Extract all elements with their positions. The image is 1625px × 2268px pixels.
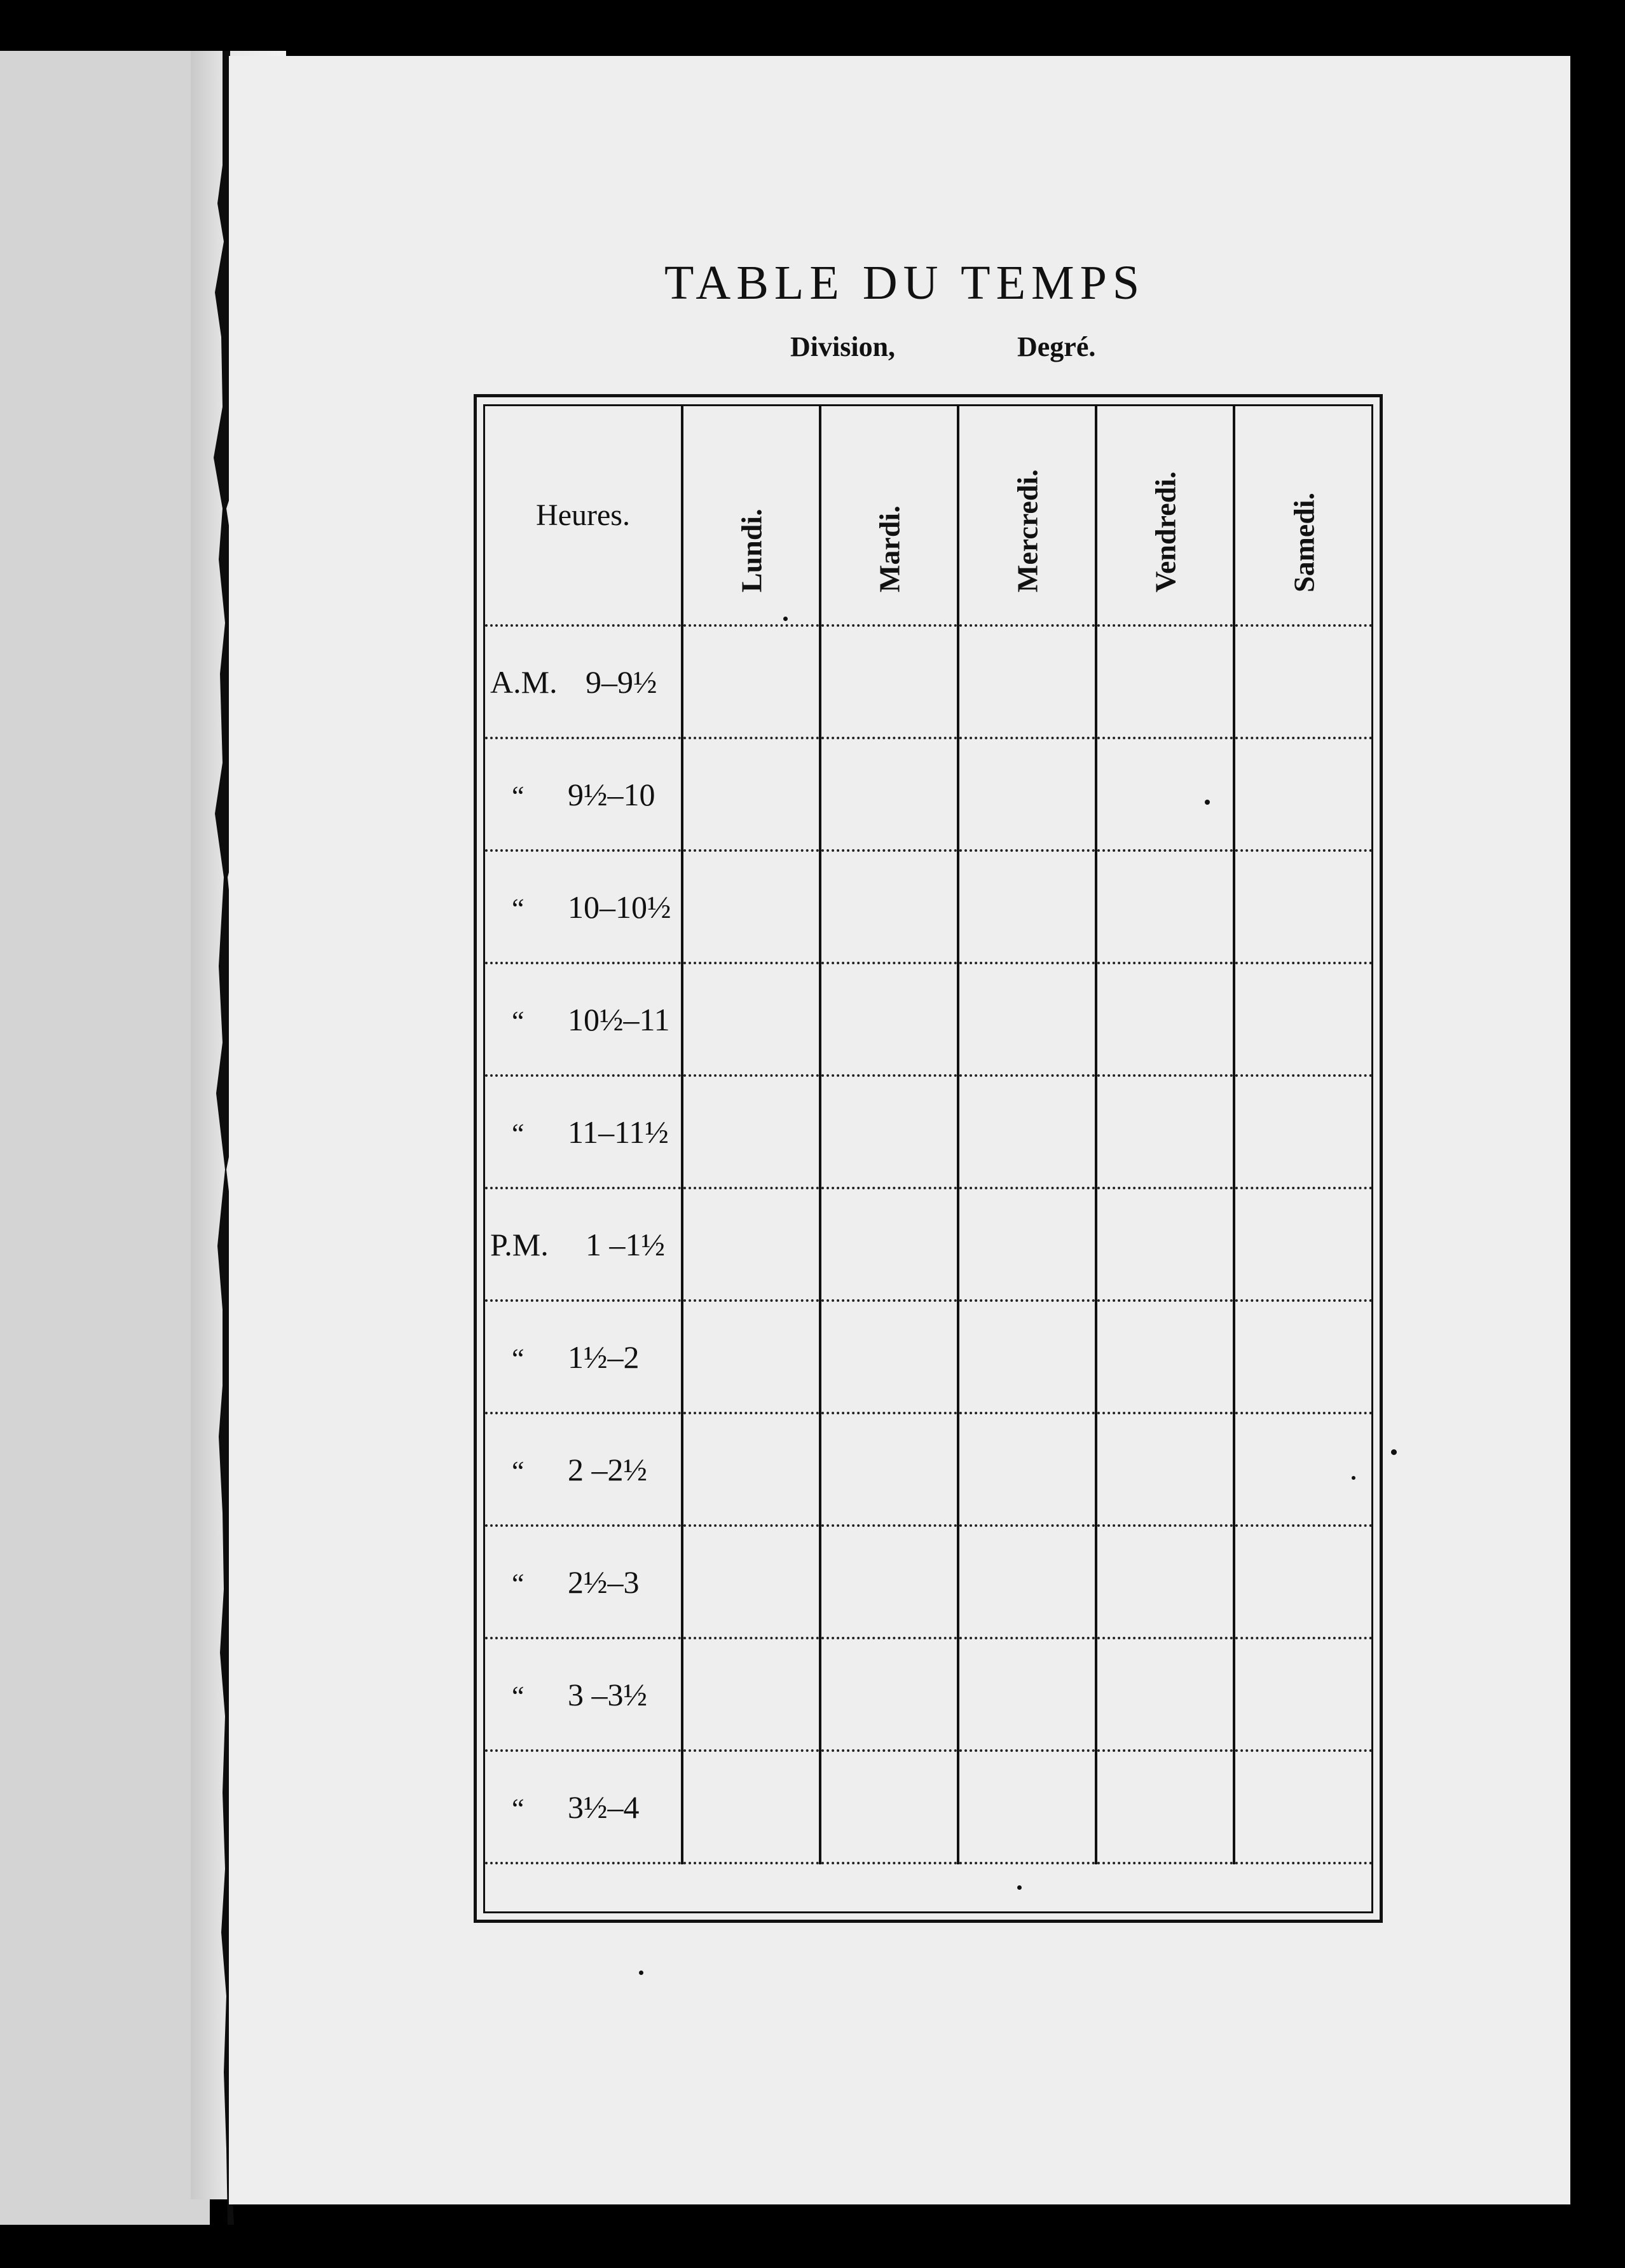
hour-cell (485, 738, 682, 850)
hour-range: 3 –3½ (568, 1676, 647, 1712)
hour-prefix: “ (512, 780, 525, 812)
day-label-samedi: Samedi. (1287, 492, 1320, 592)
schedule-cell-lundi (682, 1751, 820, 1863)
empty-cell (1096, 1863, 1234, 1970)
day-header-mardi (820, 406, 958, 625)
empty-cell (485, 1863, 682, 1970)
table-row (485, 1188, 1372, 1301)
schedule-cell-lundi (682, 963, 820, 1076)
hour-range: 2 –2½ (568, 1451, 647, 1487)
left-page-fragment (0, 51, 210, 2225)
empty-cell (820, 1863, 958, 1970)
schedule-cell-mercredi (958, 1413, 1096, 1526)
ink-speck (639, 1971, 643, 1975)
hour-prefix: “ (512, 1117, 525, 1149)
schedule-cell-mercredi (958, 1188, 1096, 1301)
scan-border (1570, 0, 1625, 2268)
schedule-cell-lundi (682, 625, 820, 738)
schedule-cell-vendredi (1096, 850, 1234, 963)
schedule-cell-lundi (682, 1076, 820, 1188)
hour-cell (485, 1526, 682, 1638)
schedule-cell-samedi (1234, 1638, 1372, 1751)
page-title: TABLE DU TEMPS (664, 256, 1146, 310)
schedule-cell-lundi (682, 1638, 820, 1751)
ink-speck (1205, 800, 1210, 805)
hour-range: 2½–3 (568, 1564, 640, 1600)
schedule-cell-vendredi (1096, 1751, 1234, 1863)
schedule-cell-lundi (682, 1188, 820, 1301)
schedule-cell-samedi (1234, 738, 1372, 850)
day-label-mercredi: Mercredi. (1011, 469, 1043, 592)
table-row (485, 963, 1372, 1076)
timetable-grid (485, 406, 1372, 1970)
timetable-body (485, 625, 1372, 1970)
hour-cell (485, 1188, 682, 1301)
hour-cell (485, 625, 682, 738)
table-row (485, 738, 1372, 850)
schedule-cell-vendredi (1096, 625, 1234, 738)
schedule-cell-mardi (820, 963, 958, 1076)
schedule-cell-vendredi (1096, 1076, 1234, 1188)
table-row (485, 1076, 1372, 1188)
schedule-cell-lundi (682, 850, 820, 963)
schedule-cell-lundi (682, 738, 820, 850)
schedule-cell-samedi (1234, 1301, 1372, 1413)
table-row (485, 1526, 1372, 1638)
hour-prefix: “ (512, 1793, 525, 1824)
day-header-samedi (1234, 406, 1372, 625)
schedule-cell-vendredi (1096, 1413, 1234, 1526)
schedule-cell-mercredi (958, 738, 1096, 850)
degre-label: Degré. (1017, 331, 1096, 362)
schedule-cell-samedi (1234, 1751, 1372, 1863)
schedule-cell-lundi (682, 1413, 820, 1526)
schedule-cell-mercredi (958, 1638, 1096, 1751)
day-label-lundi: Lundi. (735, 509, 767, 592)
schedule-cell-mardi (820, 738, 958, 850)
hour-prefix: “ (512, 1342, 525, 1374)
empty-cell (682, 1863, 820, 1970)
day-label-mardi: Mardi. (873, 505, 905, 592)
schedule-cell-lundi (682, 1301, 820, 1413)
hour-range: 10–10½ (568, 889, 671, 925)
schedule-cell-vendredi (1096, 1188, 1234, 1301)
schedule-cell-mardi (820, 1751, 958, 1863)
schedule-cell-mercredi (958, 1301, 1096, 1413)
schedule-cell-samedi (1234, 1413, 1372, 1526)
hour-prefix: “ (512, 1005, 525, 1037)
table-row (485, 1301, 1372, 1413)
hour-cell (485, 1751, 682, 1863)
hour-range: 1 –1½ (586, 1226, 665, 1262)
hour-range: 1½–2 (568, 1339, 640, 1375)
schedule-cell-mardi (820, 1413, 958, 1526)
table-row (485, 625, 1372, 738)
schedule-cell-mercredi (958, 625, 1096, 738)
schedule-cell-mardi (820, 1301, 958, 1413)
day-header-mercredi (958, 406, 1096, 625)
table-row (485, 850, 1372, 963)
day-header-lundi (682, 406, 820, 625)
schedule-cell-mercredi (958, 963, 1096, 1076)
hour-prefix: “ (512, 1680, 525, 1712)
schedule-cell-samedi (1234, 1076, 1372, 1188)
table-row (485, 1413, 1372, 1526)
ink-speck (783, 617, 788, 621)
schedule-cell-mardi (820, 850, 958, 963)
ink-speck (1391, 1449, 1397, 1455)
schedule-cell-samedi (1234, 625, 1372, 738)
hour-prefix: P.M. (490, 1226, 549, 1262)
hour-cell (485, 1301, 682, 1413)
hour-cell (485, 1638, 682, 1751)
hour-prefix: A.M. (490, 664, 558, 700)
ink-speck (1017, 1885, 1022, 1890)
hour-range: 10½–11 (568, 1001, 670, 1037)
day-header-vendredi (1096, 406, 1234, 625)
schedule-cell-vendredi (1096, 1638, 1234, 1751)
table-row (485, 1751, 1372, 1863)
hour-range: 9½–10 (568, 776, 655, 812)
schedule-cell-vendredi (1096, 1526, 1234, 1638)
schedule-cell-samedi (1234, 1526, 1372, 1638)
hour-range: 3½–4 (568, 1789, 640, 1825)
hour-prefix: “ (512, 1568, 525, 1599)
schedule-cell-mardi (820, 1638, 958, 1751)
ink-speck (1352, 1476, 1355, 1480)
schedule-cell-mercredi (958, 1526, 1096, 1638)
schedule-cell-mardi (820, 1076, 958, 1188)
division-label: Division, (790, 331, 896, 362)
schedule-cell-mardi (820, 1188, 958, 1301)
hour-cell (485, 963, 682, 1076)
hour-prefix: “ (512, 1455, 525, 1487)
schedule-cell-samedi (1234, 963, 1372, 1076)
schedule-cell-vendredi (1096, 1301, 1234, 1413)
schedule-cell-mercredi (958, 1076, 1096, 1188)
header-row (485, 406, 1372, 625)
hour-cell (485, 850, 682, 963)
schedule-cell-samedi (1234, 850, 1372, 963)
hours-column-header: Heures. (485, 406, 682, 625)
table-row (485, 1638, 1372, 1751)
hour-prefix: “ (512, 892, 525, 924)
hour-cell (485, 1413, 682, 1526)
schedule-cell-vendredi (1096, 963, 1234, 1076)
schedule-cell-samedi (1234, 1188, 1372, 1301)
schedule-cell-mercredi (958, 1751, 1096, 1863)
hour-cell (485, 1076, 682, 1188)
hour-range: 9–9½ (586, 664, 657, 700)
empty-cell (1234, 1863, 1372, 1970)
schedule-cell-mercredi (958, 850, 1096, 963)
schedule-cell-mardi (820, 625, 958, 738)
empty-cell (958, 1863, 1096, 1970)
day-label-vendredi: Vendredi. (1149, 471, 1181, 592)
table-footer-space (485, 1863, 1372, 1970)
schedule-cell-mardi (820, 1526, 958, 1638)
schedule-cell-lundi (682, 1526, 820, 1638)
schedule-cell-vendredi (1096, 738, 1234, 850)
hour-range: 11–11½ (568, 1114, 669, 1150)
